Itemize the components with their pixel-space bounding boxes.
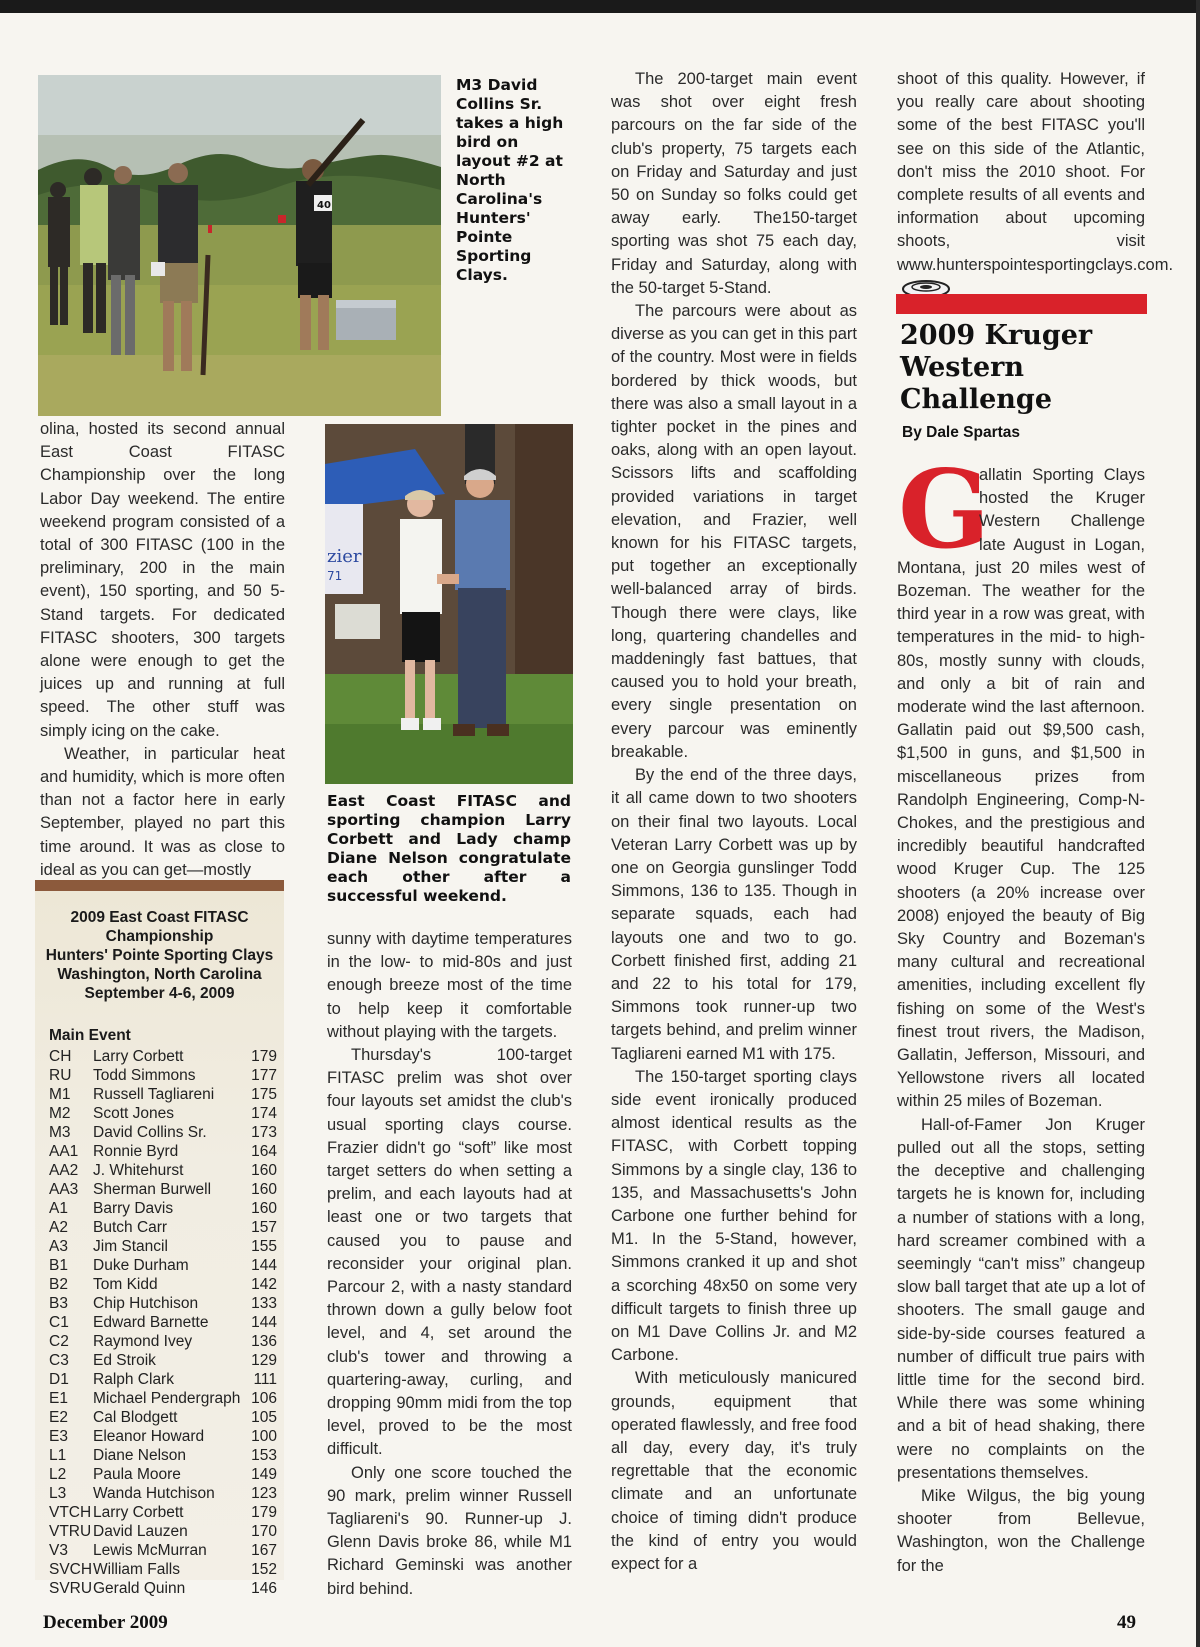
class-code: D1 (49, 1371, 69, 1388)
shooter-name: J. Whitehurst (93, 1162, 184, 1179)
issue-date: December 2009 (43, 1612, 168, 1633)
shooter-name: Ed Stroik (93, 1352, 156, 1369)
score: 174 (251, 1105, 277, 1122)
table-row (49, 1541, 277, 1560)
class-code: VTRU (49, 1523, 92, 1540)
article-column-1 (40, 418, 285, 882)
article2-byline: By Dale Spartas (902, 424, 1021, 441)
table-row (49, 1370, 277, 1389)
drop-cap-space (897, 447, 991, 573)
table-row (49, 1465, 277, 1484)
class-code: B3 (49, 1295, 68, 1312)
class-code: B2 (49, 1276, 68, 1293)
score: 149 (251, 1466, 277, 1483)
drop-cap: G (898, 447, 991, 573)
class-code: M1 (49, 1086, 71, 1103)
table-row (49, 1446, 277, 1465)
class-code: AA1 (49, 1143, 79, 1160)
table-row (49, 1522, 277, 1541)
photo-champions-handshake (325, 424, 573, 784)
class-code: E3 (49, 1428, 68, 1445)
score: 146 (251, 1580, 277, 1597)
class-code: M3 (49, 1124, 71, 1141)
score: 167 (251, 1542, 277, 1559)
table-row (49, 1408, 277, 1427)
score: 179 (251, 1048, 277, 1065)
shooter-name: Cal Blodgett (93, 1409, 178, 1426)
table-row (49, 1351, 277, 1370)
score: 173 (251, 1124, 277, 1141)
class-code: M2 (49, 1105, 71, 1122)
results-sidebar (35, 880, 284, 1597)
table-row (49, 1427, 277, 1446)
paragraph: With meticulously manicured grounds, equipment that operated flawlessly, and free food all day, every day, it's truly regrettable that the economic climate and an unfortunate choice of timing didn't produce the kind of entry you would expect for a (611, 1369, 857, 1573)
paragraph: olina, hosted its second annual East Coast FITASC Championship over the long Labor Day weekend. The entire weekend program consisted of a total of 300 FITASC (100 in the preliminary, 200 in the main event), 150 sporting, and 50 5-Stand targets. For dedicated FITASC shooters, 300 targets alone were enough to get the juices up and running at full speed. The other stuff was simply icing on the cake. (40, 420, 285, 740)
photo1-caption: M3 David Collins Sr. takes a high bird on layout #2 at North Carolina's Hunters' Pointe Sporting Clays. (456, 76, 564, 284)
score: 111 (253, 1371, 277, 1388)
paragraph: Thursday's 100-target FITASC prelim was shot over four layouts set amidst the club's usual sporting clays course. Frazier didn't go “soft” like most target setters do when setting a prelim, and each layouts had at least one or two targets that caused you to pause and reconsider your original plan. Parcour 2, with a nasty standard thrown down a gully below foot level, and 4, set around the club's tower and throwing a quartering-away, curling, and dropping 90mm midi from the top level, proved to be the most difficult. (327, 1046, 572, 1459)
score: 142 (251, 1276, 277, 1293)
shooter-name: Larry Corbett (93, 1048, 184, 1065)
class-code: CH (49, 1048, 72, 1065)
table-row (49, 1085, 277, 1104)
table-row (49, 1560, 277, 1579)
score: 179 (251, 1504, 277, 1521)
photo-shooter-high-bird (38, 75, 441, 416)
score: 123 (251, 1485, 277, 1502)
class-code: RU (49, 1067, 72, 1084)
score: 153 (251, 1447, 277, 1464)
article-column-2 (327, 928, 572, 1601)
score: 136 (251, 1333, 277, 1350)
table-row (49, 1332, 277, 1351)
paragraph: The 150-target sporting clays side event ironically produced almost identical results as the FITASC, with Corbett topping Simmons by a single clay, 136 to 135, and Massachusetts's John Carbone one further behind for M1. In the 5-Stand, however, Simmons cranked it up and shot a scorching 48x50 on some very difficult targets to finish three up on M1 Dave Collins Jr. and M2 Carbone. (611, 1067, 857, 1365)
class-code: A1 (49, 1200, 68, 1217)
table-row (49, 1313, 277, 1332)
paragraph: sunny with daytime temperatures in the low- to mid-80s and just enough breeze most of the time to help keep it comfortable without playing with the targets. (327, 930, 572, 1041)
table-row (49, 1066, 277, 1085)
score: 155 (251, 1238, 277, 1255)
shooter-name: Todd Simmons (93, 1067, 196, 1084)
score: 133 (251, 1295, 277, 1312)
banner-number: 71 (327, 569, 343, 583)
article2-column (897, 447, 1145, 1578)
shooter-name: Raymond Ivey (93, 1333, 193, 1350)
shooter-name: Larry Corbett (93, 1504, 184, 1521)
class-code: A2 (49, 1219, 68, 1236)
score: 164 (251, 1143, 277, 1160)
shooter-name: Scott Jones (93, 1105, 174, 1122)
article2-lead: allatin Sporting Clays hosted the Kruger Western Challenge late August in Logan, Montana, just 20 miles west of Bozeman. The weather for the third year in a row was great, with temperatures in the mid- to high-80s, mostly sunny with clouds, and only a bit of rain and moderate wind the last afternoon. Gallatin paid out $9,500 cash, $1,500 in guns, and $1,500 in miscellaneous prizes from Randolph Engineering, Comp-N-Chokes, and the prestigious and incredibly beautiful handcrafted wood Kruger Cup. The 125 shooters (a 20% increase over 2008) enjoyed the beauty of Big Sky Country and Bozeman's many cultural and recreational amenities, including excellent fly fishing on some of the West's finest trout rivers, the Madison, Gallatin, Jefferson, Missouri, and Yellowstone rivers all located within 25 miles of Bozeman. (897, 466, 1145, 1111)
class-code: E2 (49, 1409, 68, 1426)
results-title: 2009 East Coast FITASC Championship Hunters' Pointe Sporting Clays Washington, North Carolina September 4-6, 2009 (45, 909, 274, 1002)
shooter-name: Jim Stancil (93, 1238, 168, 1255)
table-row (49, 1218, 277, 1237)
page-number: 49 (1117, 1612, 1136, 1633)
paragraph: Hall-of-Famer Jon Kruger pulled out all the stops, setting the deceptive and challenging targets he is known for, including a number of stations with a long, hard screamer combined with a seemingly “can't miss” changeup slow ball target that ate up a lot of shooters. The small gauge and side-by-side courses featured a number of difficult true pairs with little time for the second bird. While there was some whining and a bit of head shaking, there were no complaints on the presentations themselves. (897, 1115, 1145, 1482)
score: 160 (251, 1200, 277, 1217)
score: 144 (251, 1257, 277, 1274)
photo2-caption: East Coast FITASC and sporting champion Larry Corbett and Lady champ Diane Nelson congratulate each other after a successful weekend. (327, 792, 571, 905)
score: 177 (251, 1067, 277, 1084)
score: 152 (251, 1561, 277, 1578)
shooter-name: Michael Pendergraph (93, 1390, 241, 1407)
score: 170 (251, 1523, 277, 1540)
table-row (49, 1389, 277, 1408)
score: 157 (251, 1219, 277, 1236)
section-rule (896, 294, 1147, 314)
score: 100 (251, 1428, 277, 1445)
shooter-name: William Falls (93, 1561, 180, 1578)
table-row (49, 1104, 277, 1123)
table-row (49, 1484, 277, 1503)
class-code: L1 (49, 1447, 67, 1464)
page-top-border (0, 0, 1200, 13)
class-code: A3 (49, 1238, 68, 1255)
paragraph: By the end of the three days, it all came down to two shooters on their final two layouts. Local Veteran Larry Corbett was up by one on Georgia gunslinger Todd Simmons, 136 to 135. Though in separate squads, each had layouts one and two to go. Corbett finished first, adding 21 and 22 to his total for 179, Simmons took runner-up two targets behind, and prelim winner Tagliareni earned M1 with 175. (611, 766, 857, 1063)
shooter-name: Ralph Clark (93, 1371, 174, 1388)
class-code: E1 (49, 1390, 68, 1407)
table-row (49, 1123, 277, 1142)
shooter-name: Chip Hutchison (93, 1295, 199, 1312)
shooter-name: Barry Davis (93, 1200, 174, 1217)
score: 160 (251, 1162, 277, 1179)
class-code: AA3 (49, 1181, 79, 1198)
class-code: VTCH (49, 1504, 92, 1521)
paragraph: Mike Wilgus, the big young shooter from Bellevue, Washington, won the Challenge for the (897, 1486, 1145, 1575)
paragraph: Only one score touched the 90 mark, prelim winner Russell Tagliareni's 90. Runner-up J. Glenn Davis broke 86, while M1 Richard Geminski was another bird behind. (327, 1463, 572, 1598)
shooter-name: Lewis McMurran (93, 1542, 207, 1559)
article2-headline: 2009 Kruger Western Challenge (900, 320, 1093, 415)
table-row (49, 1142, 277, 1161)
class-code: L3 (49, 1485, 67, 1502)
table-row (49, 1294, 277, 1313)
results-table (49, 1047, 277, 1598)
table-row (49, 1579, 277, 1598)
score: 144 (251, 1314, 277, 1331)
table-row (49, 1275, 277, 1294)
article-column-4-end (897, 68, 1174, 306)
table-row (49, 1199, 277, 1218)
results-section-heading: Main Event (49, 1027, 131, 1044)
class-code: C2 (49, 1333, 69, 1350)
paragraph: The 200-target main event was shot over eight fresh parcours on the far side of the club's property, 75 targets each on Friday and Saturday and just 50 on Sunday so folks could get away early. The150-target sporting was shot 75 each day, Friday and Saturday, along with the 50-target 5-Stand. (611, 70, 857, 297)
table-row (49, 1237, 277, 1256)
paragraph: The parcours were about as diverse as you can get in this part of the country. Most were in fields bordered by thick woods, but there was also a small layout in a tighter pocket in the pines and oaks, along with an open layout. Scissors lifts and scaffolding provided variations in target elevation, and Frazier, well known for his FITASC targets, put together an exceptionally well-balanced array of birds. Though there were clays, like long, quartering chandelles and maddeningly fast battues, that caused you to hold your breath, every single presentation on every parcour was eminently breakable. (611, 302, 857, 761)
score: 129 (251, 1352, 277, 1369)
class-code: SVRU (49, 1580, 93, 1597)
paragraph: Weather, in particular heat and humidity, which is more often than not a factor here in early September, played no part this time around. It was as close to ideal as you can get—mostly (40, 744, 285, 879)
shooter-name: Russell Tagliareni (93, 1086, 215, 1103)
class-code: SVCH (49, 1561, 93, 1578)
table-row (49, 1161, 277, 1180)
class-code: L2 (49, 1466, 67, 1483)
shooter-name: Duke Durham (93, 1257, 189, 1274)
class-code: C3 (49, 1352, 69, 1369)
bib-number: 40 (317, 200, 331, 211)
shooter-name: Ronnie Byrd (93, 1143, 179, 1160)
shooter-name: David Lauzen (93, 1523, 188, 1540)
shooter-name: Wanda Hutchison (93, 1485, 215, 1502)
shooter-name: Tom Kidd (93, 1276, 158, 1293)
banner-text: zier (327, 546, 362, 567)
table-row (49, 1503, 277, 1522)
shooter-name: Butch Carr (93, 1219, 168, 1236)
class-code: AA2 (49, 1162, 79, 1179)
shooter-name: Gerald Quinn (93, 1580, 186, 1597)
shooter-name: David Collins Sr. (93, 1124, 207, 1141)
paragraph: shoot of this quality. However, if you really care about shooting some of the best FITASC you'll see on this side of the Atlantic, don't miss the 2010 shoot. For complete results of all events and information about upcoming shoots, visit www.hunterspointesportingclays.com. (897, 70, 1174, 274)
shooter-name: Diane Nelson (93, 1447, 187, 1464)
shooter-name: Eleanor Howard (93, 1428, 205, 1445)
article-column-3 (611, 68, 857, 1576)
class-code: C1 (49, 1314, 69, 1331)
table-row (49, 1180, 277, 1199)
shooter-name: Edward Barnette (93, 1314, 209, 1331)
score: 175 (251, 1086, 277, 1103)
shooter-name: Sherman Burwell (93, 1181, 212, 1198)
table-row (49, 1256, 277, 1275)
class-code: B1 (49, 1257, 68, 1274)
page-right-border (1196, 0, 1200, 1647)
score: 160 (251, 1181, 277, 1198)
class-code: V3 (49, 1542, 68, 1559)
score: 105 (251, 1409, 277, 1426)
score: 106 (251, 1390, 277, 1407)
table-row (49, 1047, 277, 1066)
shooter-name: Paula Moore (93, 1466, 181, 1483)
